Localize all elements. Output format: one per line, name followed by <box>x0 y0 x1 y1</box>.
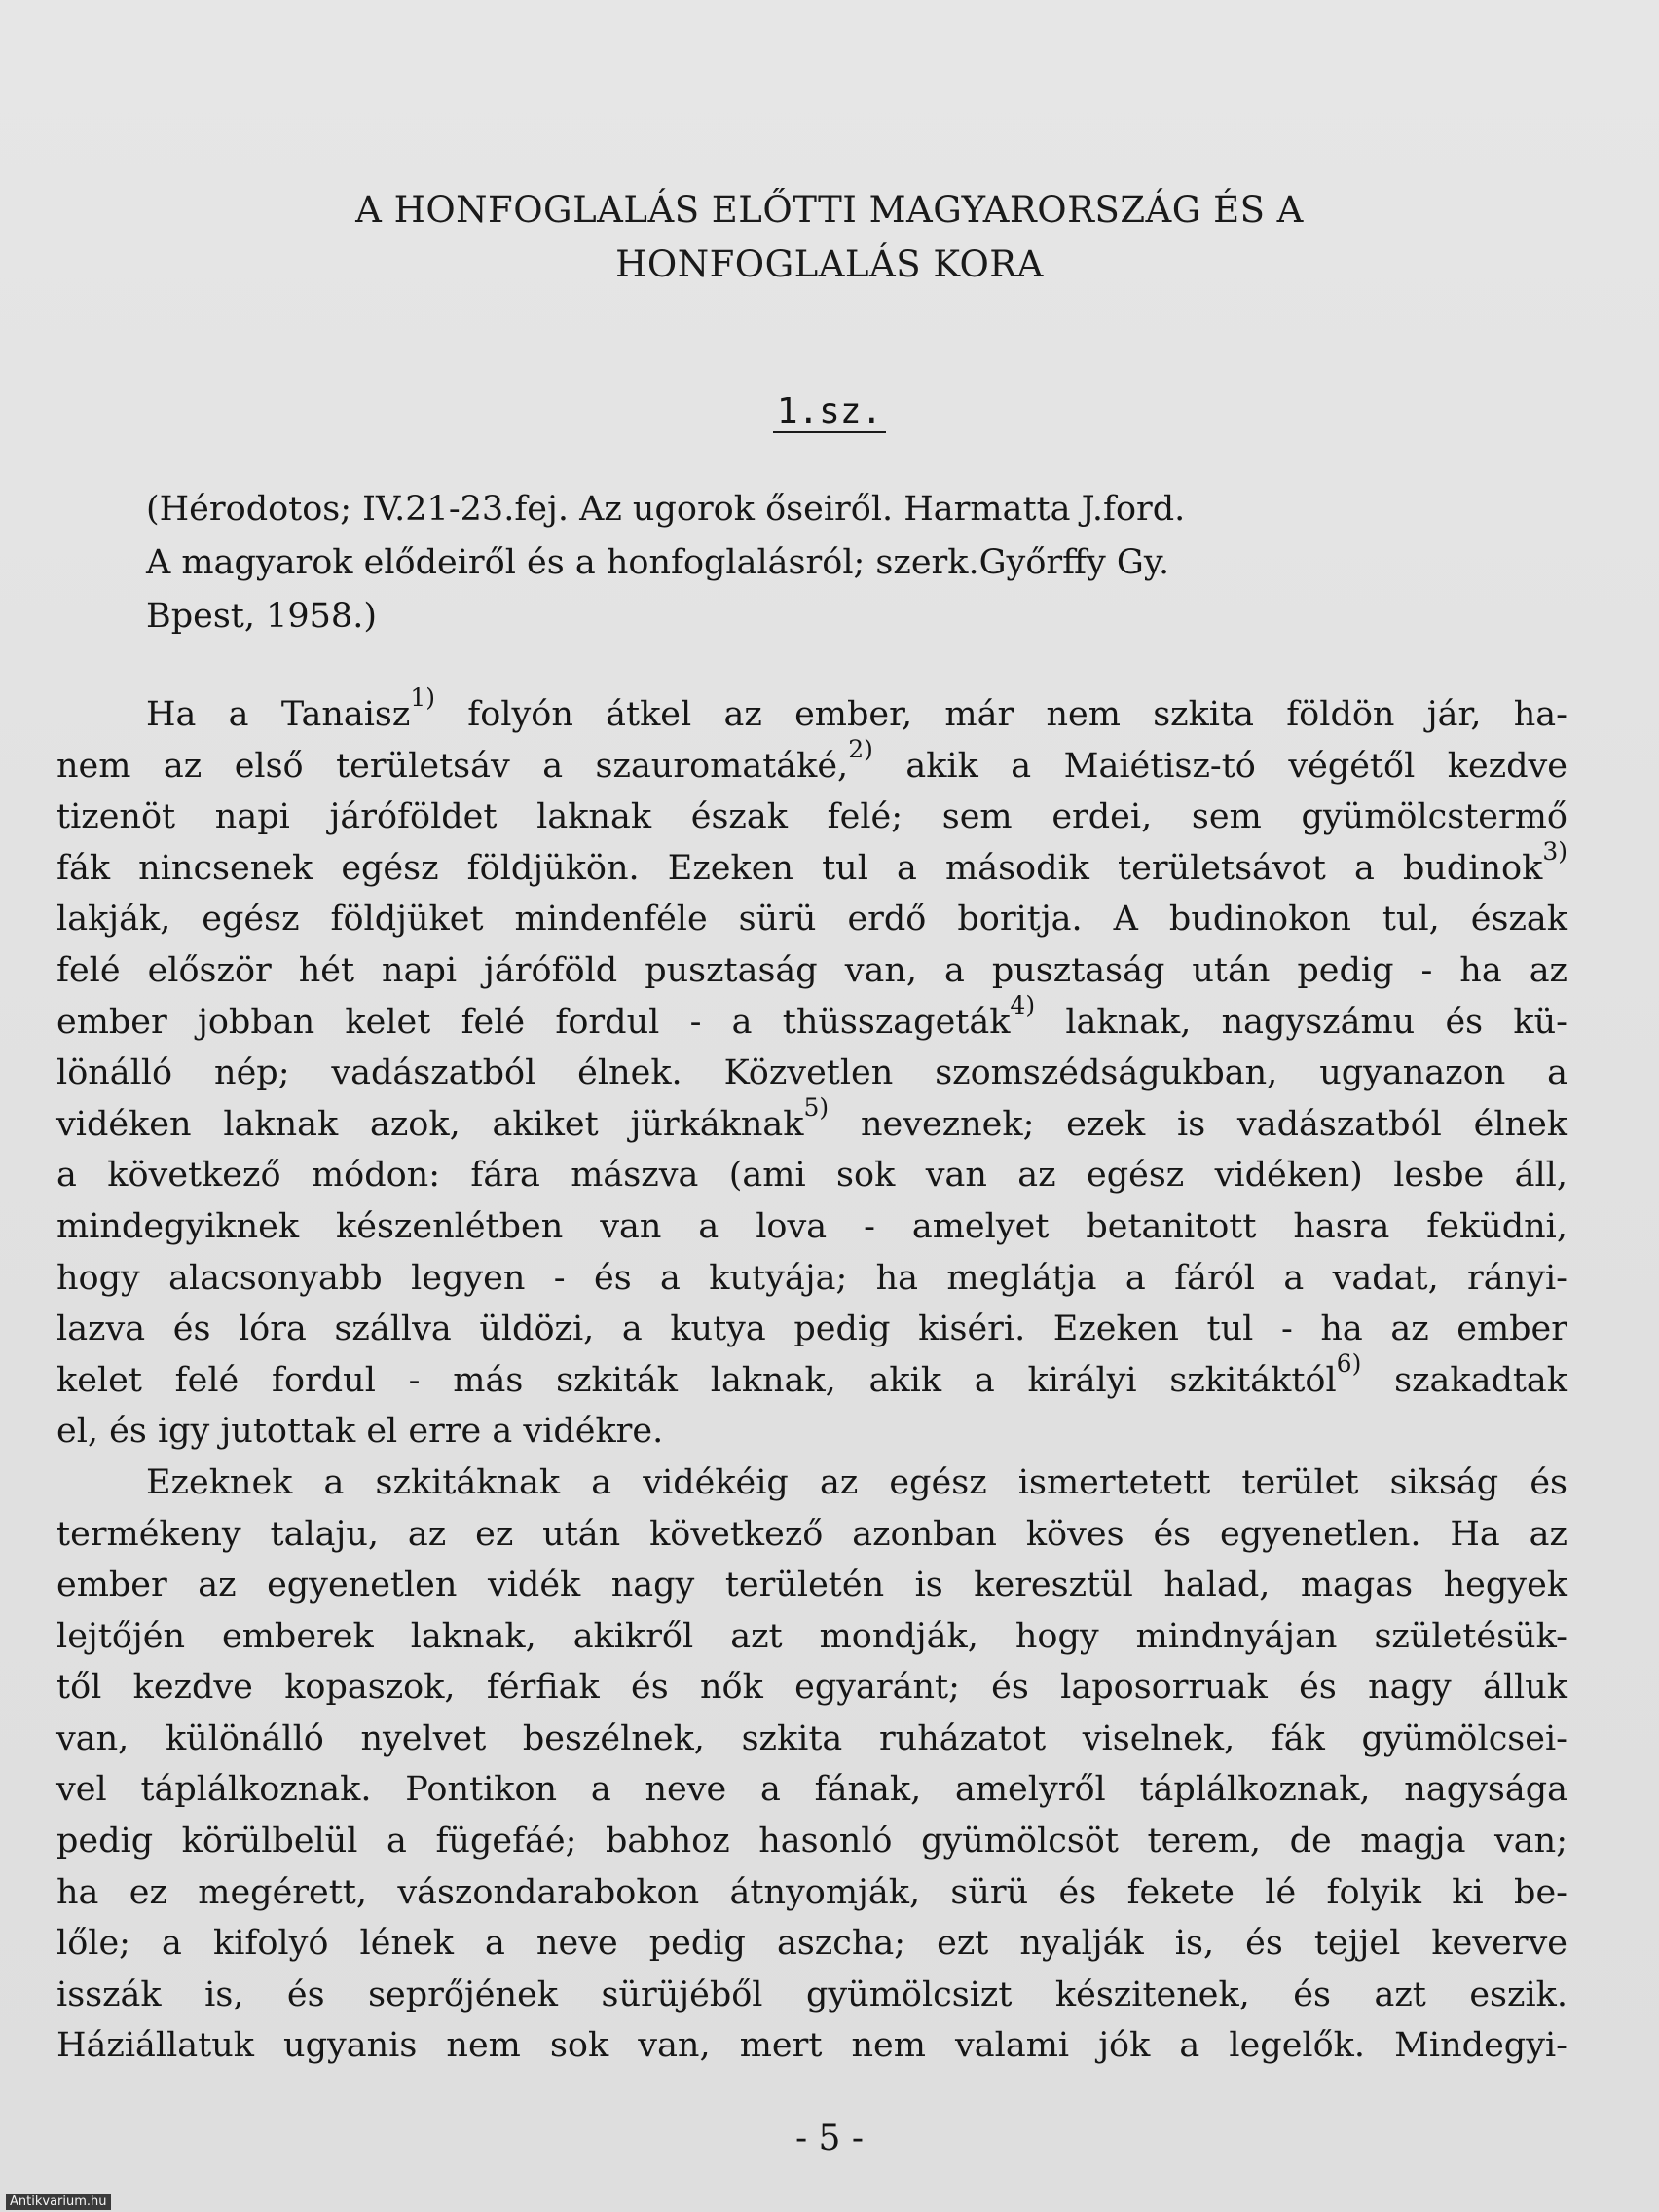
body-line <box>56 836 1567 895</box>
body-line <box>56 1867 1567 1919</box>
body-line <box>56 990 1567 1049</box>
body-line <box>56 1406 1567 1457</box>
document-number-label: 1.sz. <box>773 391 886 433</box>
body-line-text: a következő módon: fára mászva (ami sok van az egész vidéken) lesbe áll, <box>56 1156 1567 1196</box>
body-line <box>56 1662 1567 1714</box>
body-line-text: el, és igy jutottak el erre a vidékre. <box>56 1412 664 1452</box>
footnote-marker: 2) <box>848 734 873 763</box>
footnote-marker: 5) <box>803 1092 830 1122</box>
footnote-marker: 6) <box>1336 1348 1362 1378</box>
body-line-text: lakják, egész földjüket mindenféle sürü erdő boritja. A budinokon tul, észak <box>56 900 1567 940</box>
body-line-text: felé először hét napi járóföld pusztaság van, a pusztaság után pedig - ha az <box>56 950 1567 990</box>
body-line-text: től kezdve kopaszok, férfiak és nők egyaránt; és laposorruak és nagy álluk <box>56 1668 1567 1708</box>
page-number: - 5 - <box>794 2119 865 2158</box>
body-line <box>56 1714 1567 1765</box>
body-line <box>56 1150 1567 1201</box>
body-line-text-cont: szakadtak <box>1361 1360 1568 1400</box>
footnote-marker: 4) <box>1010 990 1036 1019</box>
body-line <box>56 1611 1567 1663</box>
body-line-text: tizenöt napi járóföldet laknak észak felé; sem erdei, sem gyümölcstermő <box>56 797 1567 837</box>
body-line-text: Ha a Tanaisz <box>146 695 411 734</box>
body-line <box>56 1970 1567 2021</box>
body-text <box>56 683 1568 2072</box>
body-line <box>56 894 1567 945</box>
body-line-text: lönálló nép; vadászatból élnek. Közvetlen szomszédságukban, ugyanazon a <box>56 1053 1567 1093</box>
body-line <box>56 1509 1567 1561</box>
body-line-text-cont: laknak, nagyszámu és kü- <box>1035 1002 1567 1042</box>
body-line <box>56 1918 1567 1970</box>
body-line <box>56 1816 1567 1867</box>
body-line <box>56 1764 1567 1816</box>
source-line: Bpest, 1958.) <box>146 597 377 636</box>
body-line <box>56 1048 1567 1099</box>
body-line <box>56 792 1567 843</box>
document-number <box>0 387 1659 436</box>
body-line <box>56 1560 1567 1611</box>
body-line <box>56 1201 1567 1253</box>
document-title-line-2: HONFOGLALÁS KORA <box>615 243 1044 285</box>
body-line-text: fák nincsenek egész földjükön. Ezeken tul a második területsávot a budinok <box>56 848 1543 888</box>
body-line-text: vidéken laknak azok, akiket jürkáknak <box>56 1104 804 1144</box>
body-line-text: pedig körülbelül a fügefáé; babhoz hasonló gyümölcsöt terem, de magja van; <box>56 1822 1567 1862</box>
body-line <box>56 2020 1567 2072</box>
body-line-text-cont: neveznek; ezek is vadászatból élnek <box>829 1104 1567 1144</box>
body-line <box>56 1092 1567 1151</box>
document-title-line-1: A HONFOGLALÁS ELŐTTI MAGYARORSZÁG ÉS A <box>355 189 1304 231</box>
body-line <box>56 1348 1568 1407</box>
body-line-text: Ezeknek a szkitáknak a vidékéig az egész ismertetett terület sikság és <box>146 1462 1567 1502</box>
body-line-text: Háziállatuk ugyanis nem sok van, mert nem valami jók a legelők. Mindegyi- <box>56 2026 1567 2066</box>
body-line <box>56 683 1567 741</box>
source-line: (Hérodotos; IV.21-23.fej. Az ugorok őseiről. Harmatta J.ford. <box>146 490 1186 529</box>
body-line-text: lőle; a kifolyó lének a neve pedig aszcha; ezt nyalják is, és tejjel keverve <box>56 1924 1567 1964</box>
body-line-text: kelet felé fordul - más szkiták laknak, akik a királyi szkitáktól <box>56 1360 1337 1400</box>
body-line <box>56 1253 1567 1305</box>
footnote-marker: 1) <box>410 683 435 712</box>
body-line-text: mindegyiknek készenlétben van a lova - amelyet betanitott hasra feküdni, <box>56 1206 1567 1246</box>
body-line-text: ember az egyenetlen vidék nagy területén is keresztül halad, magas hegyek <box>56 1566 1567 1605</box>
body-line <box>56 1304 1567 1355</box>
body-line-text: vel táplálkoznak. Pontikon a neve a fának, amelyről táplálkoznak, nagysága <box>56 1770 1567 1810</box>
body-line <box>56 945 1567 997</box>
source-citation <box>146 483 1529 644</box>
body-line-text: termékeny talaju, az ez után következő azonban köves és egyenetlen. Ha az <box>56 1514 1567 1554</box>
body-line <box>56 1457 1567 1509</box>
body-line-text-cont: akik a Maiétisz-tó végétől kezdve <box>872 746 1567 786</box>
body-line-text: ember jobban kelet felé fordul - a thüsszageták <box>56 1002 1011 1042</box>
source-line: A magyarok elődeiről és a honfoglalásról; szerk.Győrffy Gy. <box>146 543 1170 582</box>
body-line-text: lazva és lóra szállva üldözi, a kutya pedig kiséri. Ezeken tul - ha az ember <box>56 1309 1567 1349</box>
body-line-text-cont: folyón átkel az ember, már nem szkita földön jár, ha- <box>435 695 1567 734</box>
body-line-text: van, különálló nyelvet beszélnek, szkita ruházatot viselnek, fák gyümölcsei- <box>56 1718 1567 1758</box>
body-line-text: ha ez megérett, vászondarabokon átnyomják, sürü és fekete lé folyik ki be- <box>56 1872 1567 1912</box>
body-line-text: lejtőjén emberek laknak, akikről azt mondják, hogy mindnyájan születésük- <box>56 1616 1567 1656</box>
body-line <box>56 734 1567 793</box>
body-line-text: hogy alacsonyabb legyen - és a kutyája; ha meglátja a fáról a vadat, rányi- <box>56 1258 1567 1298</box>
body-line-text: isszák is, és seprőjének sürüjéből gyümölcsizt készitenek, és azt eszik. <box>56 1974 1567 2014</box>
footnote-marker: 3) <box>1542 836 1567 866</box>
body-line-text: nem az első területsáv a szauromatáké, <box>56 746 849 786</box>
watermark: Antikvarium.hu <box>6 2194 111 2210</box>
